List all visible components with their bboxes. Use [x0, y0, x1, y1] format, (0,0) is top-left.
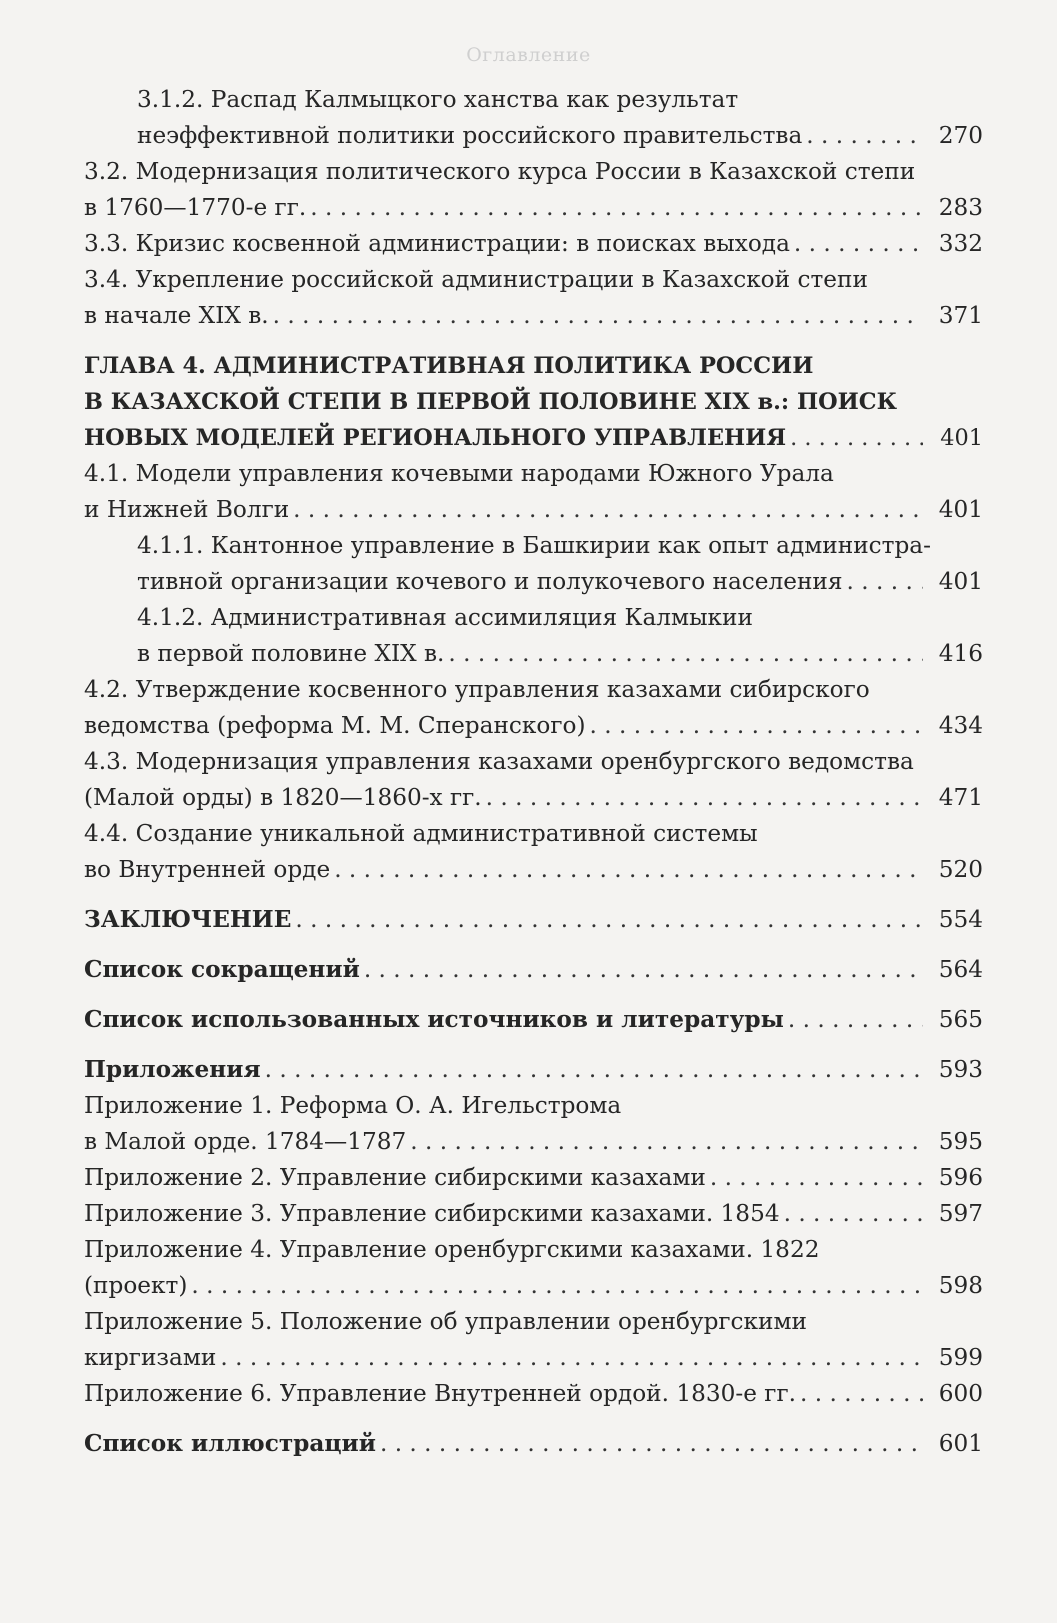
toc-entry[interactable] — [84, 82, 983, 154]
toc-entry-line — [84, 708, 983, 744]
toc-entry[interactable] — [84, 816, 983, 888]
toc-entry[interactable] — [84, 902, 983, 938]
toc-entry-title: НОВЫХ МОДЕЛЕЙ РЕГИОНАЛЬНОГО УПРАВЛЕНИЯ — [84, 425, 787, 451]
toc-entry-title: 4.1.2. Административная ассимиляция Калмыкии — [137, 604, 753, 631]
dot-leader — [790, 420, 923, 456]
toc-entry-line — [84, 780, 983, 816]
dot-leader — [847, 564, 923, 600]
toc-entry-title: Список использованных источников и литературы — [84, 1006, 784, 1033]
toc-entry-line — [84, 816, 983, 852]
page-number: 554 — [938, 906, 983, 933]
toc-entry-line — [84, 1052, 983, 1088]
toc-entry[interactable] — [84, 1196, 983, 1232]
dot-leader — [448, 636, 923, 672]
page-number: 599 — [938, 1344, 983, 1371]
toc-entry-title: 3.3. Кризис косвенной администрации: в поисках выхода — [84, 230, 790, 257]
toc-entry-line — [84, 1160, 983, 1196]
page-number: 401 — [938, 496, 983, 523]
toc-entry-line — [84, 154, 983, 190]
toc-entry-line — [84, 226, 983, 262]
toc-entry-line — [84, 298, 983, 334]
toc-entry-line — [84, 262, 983, 298]
dot-leader — [310, 190, 923, 226]
toc-entry-line — [84, 1124, 983, 1160]
toc-entry-title: 3.2. Модернизация политического курса России в Казахской степи — [84, 158, 916, 185]
toc-entry-line — [84, 1002, 983, 1038]
toc-entry-title: в первой половине XIX в. — [137, 640, 445, 667]
running-head: Оглавление — [466, 44, 591, 66]
dot-leader — [220, 1340, 923, 1376]
page-number: 564 — [938, 956, 983, 983]
toc-entry-line — [84, 902, 983, 938]
toc-entry-title: 3.1.2. Распад Калмыцкого ханства как результат — [137, 86, 739, 113]
page-number: 283 — [938, 194, 983, 221]
table-of-contents — [84, 82, 983, 1462]
toc-entry[interactable] — [84, 1160, 983, 1196]
page-number: 601 — [938, 1430, 983, 1457]
toc-entry-title: в начале XIX в. — [84, 302, 269, 329]
toc-entry-line — [84, 744, 983, 780]
toc-entry-title: Приложение 4. Управление оренбургскими казахами. 1822 — [84, 1236, 820, 1263]
page-number: 270 — [938, 122, 983, 149]
dot-leader — [784, 1196, 923, 1232]
toc-entry-title: и Нижней Волги — [84, 496, 290, 523]
toc-entry[interactable] — [84, 1304, 983, 1376]
toc-entry-line — [84, 1426, 983, 1462]
page-number: 520 — [938, 856, 983, 883]
page-number: 434 — [938, 712, 983, 739]
toc-entry-title: Приложение 6. Управление Внутренней ордой. 1830-е гг. — [84, 1380, 796, 1407]
page-number: 401 — [938, 568, 983, 595]
toc-entry[interactable] — [84, 348, 983, 456]
page-number: 416 — [938, 640, 983, 667]
page-number: 332 — [938, 230, 983, 257]
toc-entry-title: ГЛАВА 4. АДМИНИСТРАТИВНАЯ ПОЛИТИКА РОССИИ — [84, 353, 814, 379]
toc-entry-line — [84, 952, 983, 988]
dot-leader — [295, 902, 923, 938]
toc-entry-line — [137, 82, 983, 118]
toc-entry-title: Приложение 3. Управление сибирскими казахами. 1854 — [84, 1200, 780, 1227]
toc-entry-title: 4.1.1. Кантонное управление в Башкирии как опыт администра- — [137, 532, 931, 559]
toc-entry-title: во Внутренней орде — [84, 856, 331, 883]
toc-entry-title: ведомства (реформа М. М. Сперанского) — [84, 712, 586, 739]
toc-entry-title: Приложение 2. Управление сибирскими казахами — [84, 1164, 706, 1191]
toc-entry-line — [84, 1340, 983, 1376]
dot-leader — [800, 1376, 923, 1412]
toc-entry-title: Список иллюстраций — [84, 1430, 376, 1457]
toc-entry-line — [84, 492, 983, 528]
toc-entry-title: тивной организации кочевого и полукочевого населения — [137, 568, 843, 595]
dot-leader — [380, 1426, 923, 1462]
toc-entry-line — [84, 456, 983, 492]
page-number: 471 — [938, 784, 983, 811]
dot-leader — [364, 952, 923, 988]
page-number: 595 — [938, 1128, 983, 1155]
toc-entry-title: ЗАКЛЮЧЕНИЕ — [84, 906, 292, 933]
toc-entry-line — [137, 636, 983, 672]
toc-entry-line — [84, 1268, 983, 1304]
page-number: 600 — [938, 1380, 983, 1407]
toc-entry-title: Приложения — [84, 1056, 261, 1083]
toc-entry[interactable] — [84, 262, 983, 334]
dot-leader — [486, 780, 923, 816]
toc-entry-line — [84, 1088, 983, 1124]
toc-entry[interactable] — [84, 528, 983, 600]
toc-entry[interactable] — [84, 226, 983, 262]
dot-leader — [710, 1160, 923, 1196]
toc-entry-title: Приложение 1. Реформа О. А. Игельстрома — [84, 1092, 622, 1119]
dot-leader — [334, 852, 923, 888]
toc-entry-title: В КАЗАХСКОЙ СТЕПИ В ПЕРВОЙ ПОЛОВИНЕ XIX в.: ПОИСК — [84, 389, 897, 415]
toc-entry-title: 4.4. Создание уникальной административной системы — [84, 820, 758, 847]
dot-leader — [410, 1124, 923, 1160]
toc-entry-title: неэффективной политики российского правительства — [137, 122, 803, 149]
toc-entry[interactable] — [84, 1426, 983, 1462]
toc-entry-title: 4.1. Модели управления кочевыми народами Южного Урала — [84, 460, 834, 487]
toc-entry-line — [84, 1304, 983, 1340]
toc-entry-title: 3.4. Укрепление российской администрации в Казахской степи — [84, 266, 868, 293]
page-number: 401 — [940, 425, 983, 451]
dot-leader — [788, 1002, 923, 1038]
page-number: 593 — [938, 1056, 983, 1083]
toc-entry-line — [84, 852, 983, 888]
toc-entry-title: 4.3. Модернизация управления казахами оренбургского ведомства — [84, 748, 914, 775]
toc-entry-line — [84, 1232, 983, 1268]
page-number: 598 — [938, 1272, 983, 1299]
page-number: 371 — [938, 302, 983, 329]
toc-entry-title: (проект) — [84, 1272, 188, 1299]
toc-entry-line — [137, 528, 983, 564]
toc-entry[interactable] — [84, 154, 983, 226]
toc-entry-title: Список сокращений — [84, 956, 360, 983]
toc-entry-title: Приложение 5. Положение об управлении оренбургскими — [84, 1308, 807, 1335]
toc-entry[interactable] — [84, 1052, 983, 1088]
dot-leader — [590, 708, 923, 744]
page-number: 596 — [938, 1164, 983, 1191]
toc-entry[interactable] — [84, 1376, 983, 1412]
toc-entry-line — [84, 672, 983, 708]
toc-entry[interactable] — [84, 1088, 983, 1160]
toc-entry[interactable] — [84, 456, 983, 528]
dot-leader — [794, 226, 923, 262]
toc-entry-title: киргизами — [84, 1344, 217, 1371]
toc-entry-title: (Малой орды) в 1820—1860-х гг. — [84, 784, 482, 811]
toc-entry-title: в Малой орде. 1784—1787 — [84, 1128, 407, 1155]
toc-entry-line — [84, 348, 983, 384]
dot-leader — [191, 1268, 923, 1304]
toc-entry-line — [137, 118, 983, 154]
toc-entry-title: в 1760—1770-е гг. — [84, 194, 307, 221]
toc-entry-line — [84, 1376, 983, 1412]
dot-leader — [265, 1052, 923, 1088]
toc-entry[interactable] — [84, 1232, 983, 1304]
toc-entry-line — [84, 384, 983, 420]
toc-entry-line — [137, 600, 983, 636]
toc-entry[interactable] — [84, 952, 983, 988]
toc-entry[interactable] — [84, 672, 983, 744]
dot-leader — [293, 492, 923, 528]
toc-entry-title: 4.2. Утверждение косвенного управления казахами сибирского — [84, 676, 870, 703]
toc-entry-line — [84, 420, 983, 456]
toc-entry-line — [84, 1196, 983, 1232]
page-number: 597 — [938, 1200, 983, 1227]
page-number: 565 — [938, 1006, 983, 1033]
dot-leader — [273, 298, 923, 334]
toc-entry[interactable] — [84, 744, 983, 816]
toc-entry[interactable] — [84, 600, 983, 672]
toc-entry-line — [84, 190, 983, 226]
toc-entry[interactable] — [84, 1002, 983, 1038]
toc-entry-line — [137, 564, 983, 600]
dot-leader — [806, 118, 923, 154]
